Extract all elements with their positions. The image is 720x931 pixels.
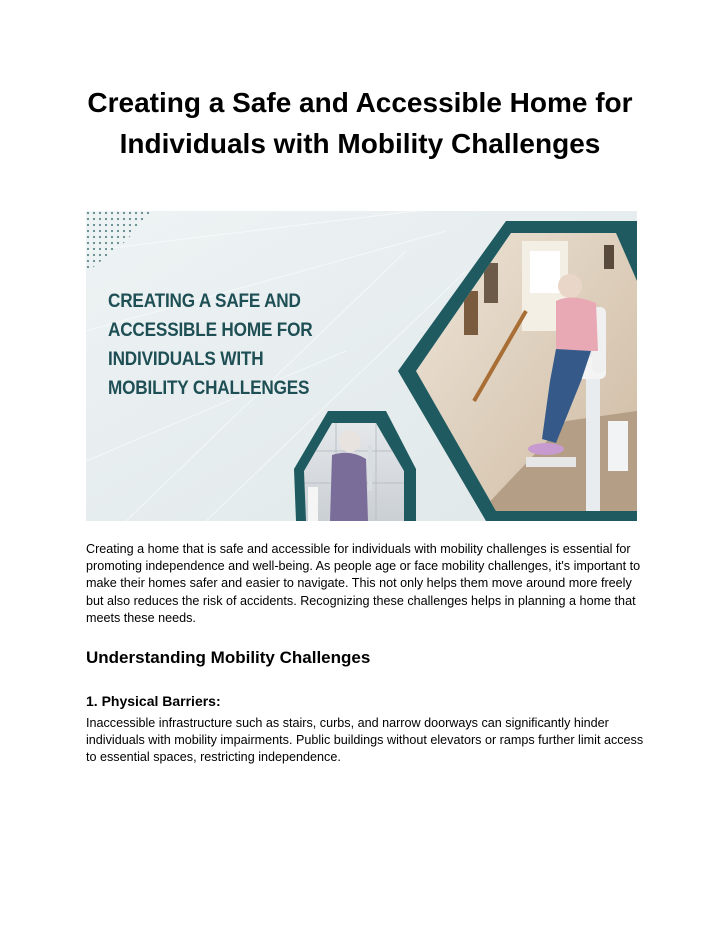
hero-heading (108, 287, 319, 403)
hero-heading-line: MOBILITY CHALLENGES (108, 377, 310, 399)
subsection-heading: 1. Physical Barriers: (86, 693, 221, 709)
intro-paragraph: Creating a home that is safe and accessible for individuals with mobility challenges is essential for promoting independence and well-being. As people age or face mobility challenges, it's important to make their homes safer and easier to navigate. This not only helps them move around more freely but also reduces the risk of accidents. Recognizing these challenges helps in planning a home that meets these needs. (86, 542, 641, 625)
hero-heading-line: CREATING A SAFE AND (108, 290, 301, 312)
hero-banner-image (86, 211, 637, 521)
section-heading: Understanding Mobility Challenges (86, 648, 371, 667)
hero-heading-line: ACCESSIBLE HOME FOR (108, 319, 313, 341)
subsection-paragraph: Inaccessible infrastructure such as stairs, curbs, and narrow doorways can significantly hinder individuals with mobility impairments. Public buildings without elevators or ramps further limit access to essential spaces, restricting independence. (86, 716, 644, 765)
hero-heading-line: INDIVIDUALS WITH (108, 348, 264, 370)
page-title: Creating a Safe and Accessible Home for Individuals with Mobility Challenges (87, 87, 633, 159)
